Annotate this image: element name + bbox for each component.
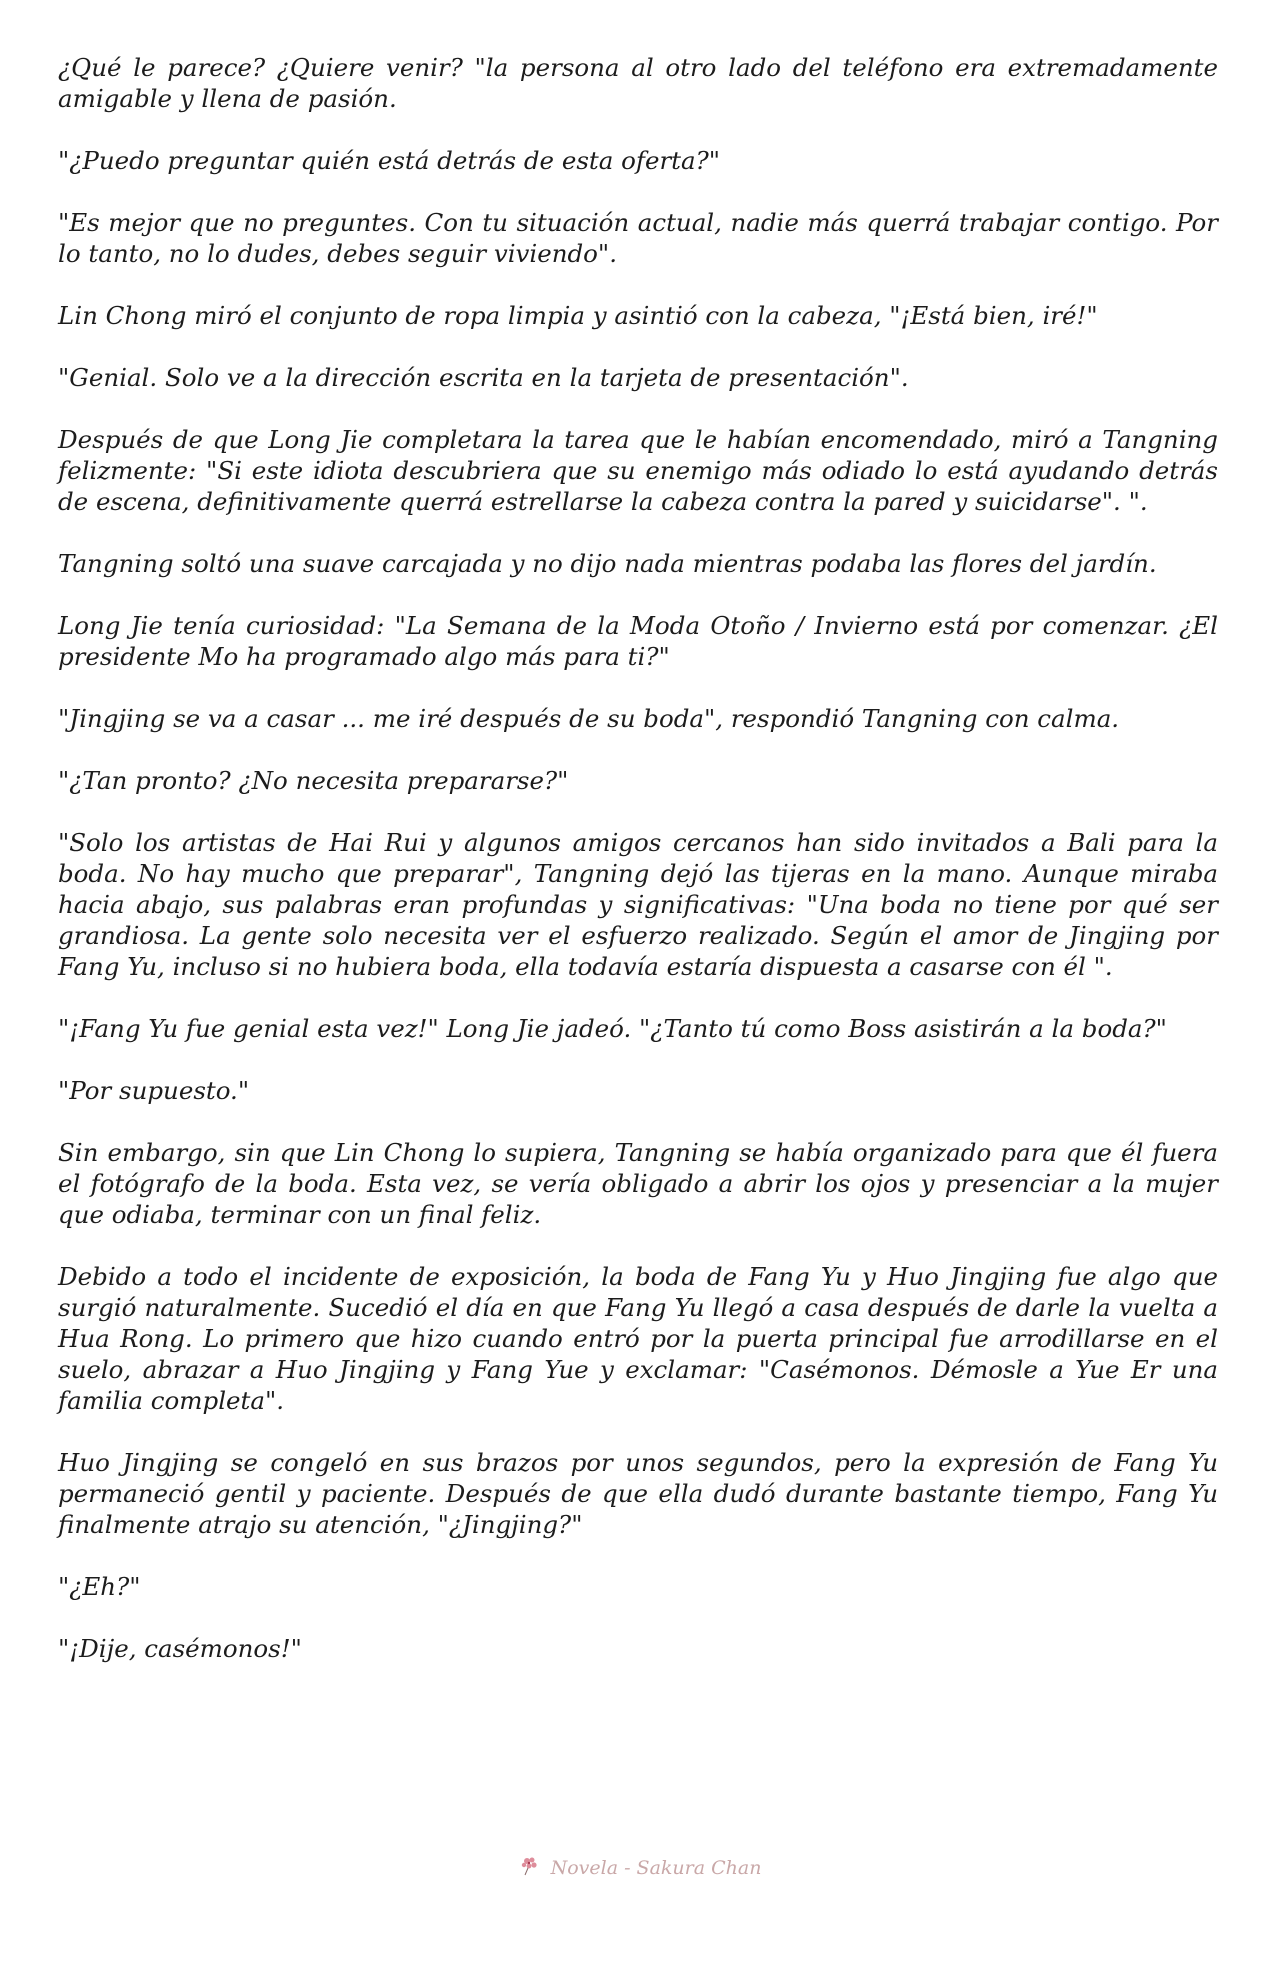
paragraph: Sin embargo, sin que Lin Chong lo supiera, Tangning se había organizado para que él fuera el fotógrafo de la boda. Esta vez, se vería obligado a abrir los ojos y presenciar a la mujer que odiaba, terminar con un final feliz.	[58, 1138, 1218, 1229]
sakura-flower-icon	[519, 1855, 541, 1877]
paragraph: Debido a todo el incidente de exposición, la boda de Fang Yu y Huo Jingjing fue algo que surgió naturalmente. Sucedió el día en que Fang Yu llegó a casa después de darle la vuelta a Hua Rong. Lo primero que hizo cuando entró por la puerta principal fue arrodillarse en el suelo, abrazar a Huo Jingjing y Fang Yue y exclamar: "Casémonos. Démosle a Yue Er una familia completa".	[58, 1262, 1218, 1415]
document-body	[58, 52, 1218, 1695]
paragraph: "¿Eh?"	[58, 1572, 141, 1601]
paragraph: "¡Fang Yu fue genial esta vez!" Long Jie jadeó. "¿Tanto tú como Boss asistirán a la boda?"	[58, 1014, 1167, 1043]
paragraph: "Es mejor que no preguntes. Con tu situación actual, nadie más querrá trabajar contigo. Por lo tanto, no lo dudes, debes seguir viviendo".	[58, 208, 1218, 268]
paragraph: Lin Chong miró el conjunto de ropa limpia y asintió con la cabeza, "¡Está bien, iré!"	[58, 301, 1098, 330]
paragraph: "Genial. Solo ve a la dirección escrita en la tarjeta de presentación".	[58, 363, 909, 392]
paragraph: "Jingjing se va a casar ... me iré después de su boda", respondió Tangning con calma.	[58, 704, 1120, 733]
paragraph: Huo Jingjing se congeló en sus brazos por unos segundos, pero la expresión de Fang Yu permaneció gentil y paciente. Después de que ella dudó durante bastante tiempo, Fang Yu finalmente atrajo su atención, "¿Jingjing?"	[58, 1448, 1218, 1539]
paragraph: "¿Tan pronto? ¿No necesita prepararse?"	[58, 766, 569, 795]
paragraph: "Solo los artistas de Hai Rui y algunos amigos cercanos han sido invitados a Bali para la boda. No hay mucho que preparar", Tangning dejó las tijeras en la mano. Aunque miraba hacia abajo, sus palabras eran profundas y significativas: "Una boda no tiene por qué ser grandiosa. La gente solo necesita ver el esfuerzo realizado. Según el amor de Jingjing por Fang Yu, incluso si no hubiera boda, ella todavía estaría dispuesta a casarse con él ".	[58, 828, 1218, 981]
footer-text: Novela - Sakura Chan	[550, 1857, 762, 1879]
paragraph: ¿Qué le parece? ¿Quiere venir? "la persona al otro lado del teléfono era extremadamente amigable y llena de pasión.	[58, 53, 1218, 113]
paragraph: "¡Dije, casémonos!"	[58, 1634, 302, 1663]
paragraph: Long Jie tenía curiosidad: "La Semana de la Moda Otoño / Invierno está por comenzar. ¿El presidente Mo ha programado algo más para ti?"	[58, 611, 1218, 671]
paragraph: Tangning soltó una suave carcajada y no dijo nada mientras podaba las flores del jardín.	[58, 549, 1157, 578]
paragraph: Después de que Long Jie completara la tarea que le habían encomendado, miró a Tangning felizmente: "Si este idiota descubriera que su enemigo más odiado lo está ayudando detrás de escena, definitivamente querrá estrellarse la cabeza contra la pared y suicidarse". ".	[58, 425, 1218, 516]
footer-watermark	[0, 1855, 1280, 1879]
paragraph: "Por supuesto."	[58, 1076, 250, 1105]
paragraph: "¿Puedo preguntar quién está detrás de esta oferta?"	[58, 146, 721, 175]
